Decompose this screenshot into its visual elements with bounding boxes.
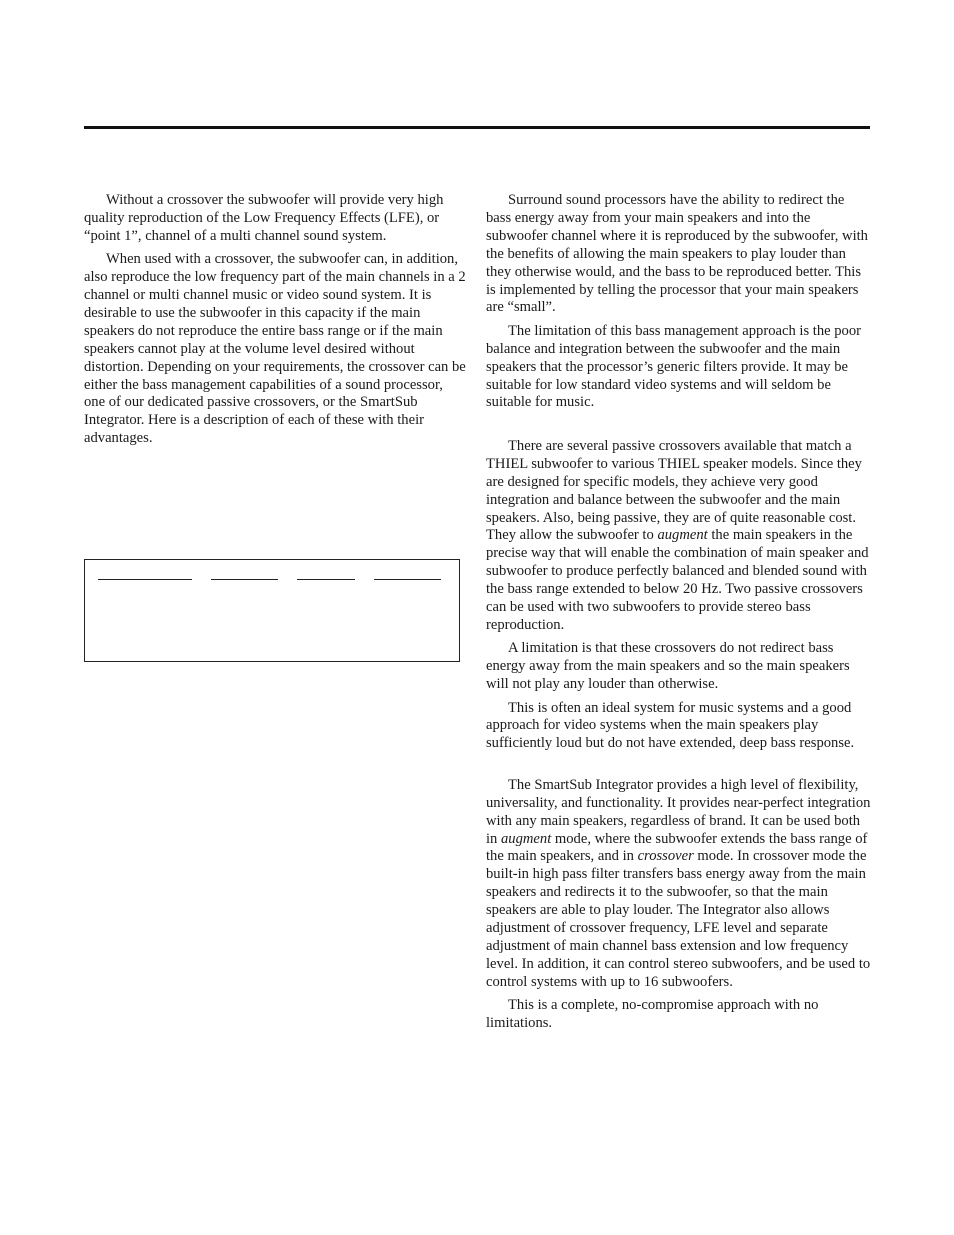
emphasis-augment: augment [501, 830, 552, 847]
header-rule [84, 126, 870, 129]
table-column-rule-3 [297, 579, 355, 580]
table-column-rule-2 [211, 579, 278, 580]
table-column-rule-1 [98, 579, 192, 580]
paragraph-integrator-1: The SmartSub Integrator provides a high level of flexibility, universality, and functionality. It provides near-perfect integration with any main speakers, regardless of brand. It can be used both in augment mode, where the subwoofer extends the bass range of the main speakers, and in crossover mode. In crossover mode the built-in high pass filter transfers bass energy away from the main speakers and redirects it to the subwoofer, so that the main speakers are able to play louder. The Integrator also allows adjustment of crossover frequency, LFE level and separate adjustment of main channel bass extension and low frequency level. In addition, it can control stereo subwoofers, and be used to control systems with up to 16 subwoofers. [486, 776, 871, 990]
comparison-table-box [84, 559, 460, 662]
paragraph-passive-2: A limitation is that these crossovers do not redirect bass energy away from the main speakers and so the main speakers will not play any louder than otherwise. [486, 640, 850, 693]
section-gap [486, 418, 872, 438]
emphasis-crossover: crossover [637, 848, 694, 865]
table-column-rule-4 [374, 579, 441, 580]
right-column [486, 192, 872, 1038]
emphasis-augment: augment [657, 527, 708, 544]
paragraph-passive-3: This is often an ideal system for music systems and a good approach for video systems when the main speakers play sufficiently loud but do not have extended, deep bass response. [486, 699, 855, 752]
paragraph-crossover-intro: When used with a crossover, the subwoofer can, in addition, also reproduce the low frequency part of the main channels in a 2 channel or multi channel music or video sound system. It is desirable to use the subwoofer in this capacity if the main speakers do not reproduce the entire bass range or if the main speakers cannot play at the volume level desired without distortion. Depending on your requirements, the crossover can be either the bass management capabilities of a sound processor, one of our dedicated passive crossovers, or the SmartSub Integrator. Here is a description of each of these with their advantages. [84, 251, 466, 447]
section-gap [486, 759, 872, 777]
paragraph-passive-1: There are several passive crossovers available that match a THIEL subwoofer to various THIEL speaker models. Since they are designed for specific models, they achieve very good integration and balance between the subwoofer and the main speakers. Also, being passive, they are of quite reasonable cost. They allow the subwoofer to augment the main speakers in the precise way that will enable the combination of main speaker and subwoofer to produce perfectly balanced and blended sound with the bass range extended to below 20 Hz. Two passive crossovers can be used with two subwoofers to provide stereo bass reproduction. [486, 437, 869, 633]
paragraph-processor-2: The limitation of this bass management approach is the poor balance and integration between the subwoofer and the main speakers that the processor’s generic filters provide. It may be suitable for low standard video systems and will seldom be suitable for music. [486, 322, 862, 411]
left-column [84, 192, 466, 454]
paragraph-lfe: Without a crossover the subwoofer will provide very high quality reproduction of the Low Frequency Effects (LFE), or “point 1”, channel of a multi channel sound system. [84, 192, 444, 244]
paragraph-integrator-2: This is a complete, no-compromise approach with no limitations. [486, 997, 819, 1032]
paragraph-processor-1: Surround sound processors have the ability to redirect the bass energy away from your main speakers and into the subwoofer channel where it is reproduced by the subwoofer, with the benefits of allowing the main speakers to play louder than they otherwise would, and the bass to be reproduced better. This is implemented by telling the processor that your main speakers are “small”. [486, 192, 868, 316]
